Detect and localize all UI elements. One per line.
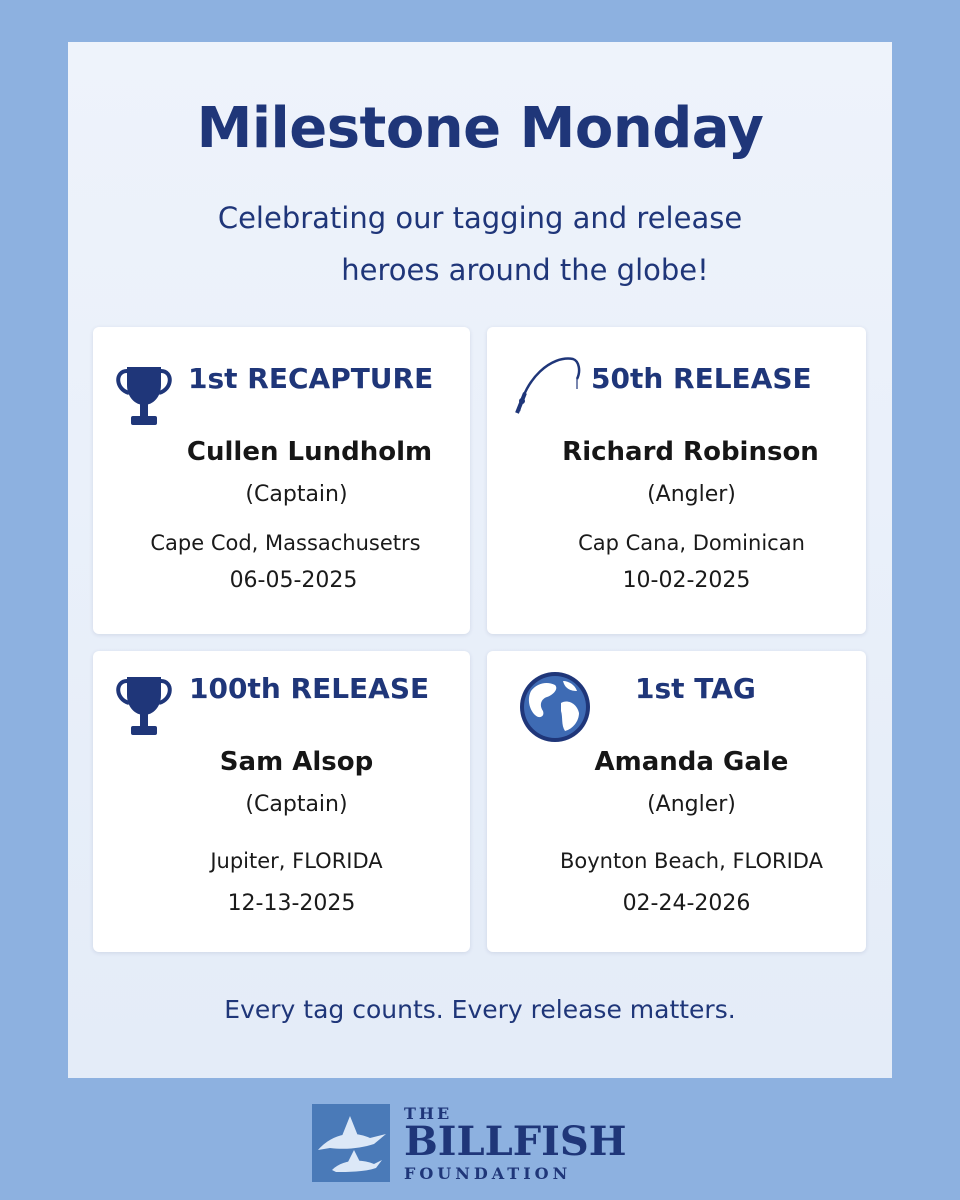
milestone-date: 02-24-2026: [622, 891, 751, 916]
globe-icon: [517, 669, 587, 739]
honoree-role: (Captain): [245, 482, 348, 507]
honoree-role: (Angler): [647, 792, 736, 817]
honoree-location: Cap Cana, Dominican: [578, 531, 805, 555]
page-title: Milestone Monday: [196, 96, 764, 161]
trophy-icon: [109, 361, 179, 431]
page-subtitle: [0, 192, 960, 296]
subtitle-line-2: heroes around the globe!: [341, 253, 709, 287]
footer-tagline: Every tag counts. Every release matters.: [224, 995, 736, 1024]
trophy-icon: [109, 671, 179, 741]
honoree-name: Richard Robinson: [562, 437, 819, 467]
honoree-name: Amanda Gale: [594, 747, 789, 777]
fishing-rod-icon: [511, 349, 581, 419]
logo-the: THE: [404, 1104, 453, 1123]
honoree-location: Jupiter, FLORIDA: [210, 849, 383, 873]
milestone-card-50th-release: [487, 327, 866, 634]
billfish-foundation-logo: [312, 1104, 648, 1184]
honoree-location: Cape Cod, Massachusetrs: [150, 531, 421, 555]
honoree-name: Sam Alsop: [219, 747, 374, 777]
milestone-date: 10-02-2025: [622, 568, 751, 593]
milestone-card-recapture: [93, 327, 470, 634]
milestone-date: 12-13-2025: [227, 891, 356, 916]
milestone-card-100th-release: [93, 651, 470, 952]
honoree-role: (Captain): [245, 792, 348, 817]
logo-billfish: BILLFISH: [404, 1118, 627, 1165]
marlin-logo-icon: [312, 1104, 390, 1182]
logo-foundation: FOUNDATION: [404, 1164, 572, 1183]
honoree-location: Boynton Beach, FLORIDA: [560, 849, 823, 873]
subtitle-line-1: Celebrating our tagging and release: [217, 201, 743, 235]
honoree-name: Cullen Lundholm: [186, 437, 433, 467]
honoree-role: (Angler): [647, 482, 736, 507]
milestone-heading: 1st TAG: [635, 672, 756, 705]
milestone-heading: 50th RELEASE: [591, 362, 812, 395]
milestone-date: 06-05-2025: [229, 568, 358, 593]
milestone-heading: 1st RECAPTURE: [188, 362, 434, 395]
milestone-heading: 100th RELEASE: [189, 672, 430, 705]
milestone-card-1st-tag: [487, 651, 866, 952]
